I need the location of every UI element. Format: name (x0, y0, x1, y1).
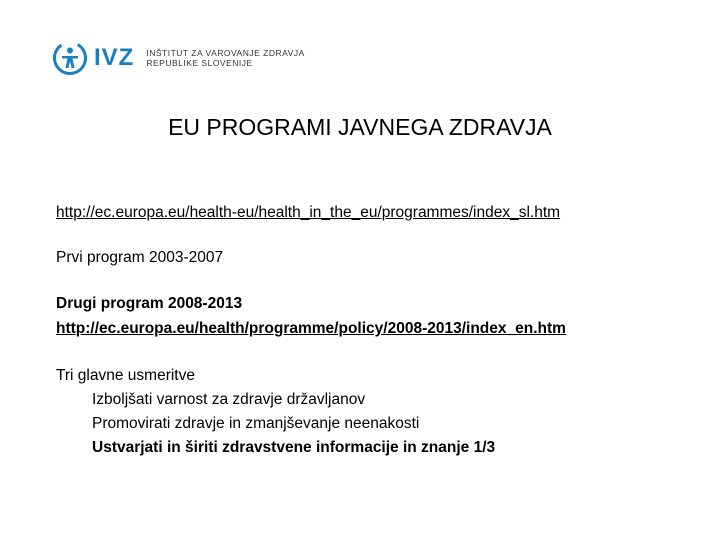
second-program-text: Drugi program 2008-2013 (56, 295, 243, 312)
direction-item-3: Ustvarjati in širiti zdravstvene informacije in znanje 1/3 (92, 439, 496, 456)
ivz-logo (52, 40, 305, 76)
logo-subtitle-line2: REPUBLIKE SLOVENIJE (146, 58, 253, 68)
slide-title: EU PROGRAMI JAVNEGA ZDRAVJA (168, 114, 552, 140)
directions-heading: Tri glavne usmeritve (56, 367, 195, 384)
logo-subtitle-line1: INŠTITUT ZA VAROVANJE ZDRAVJA (146, 48, 305, 58)
logo-subtitle (146, 48, 304, 68)
direction-item-2: Promovirati zdravje in zmanjševanje neenakosti (92, 415, 420, 432)
ivz-person-icon (52, 40, 88, 76)
first-program-text: Prvi program 2003-2007 (56, 249, 224, 266)
direction-item-1: Izboljšati varnost za zdravje državljanov (92, 391, 366, 408)
programme-policy-link[interactable]: http://ec.europa.eu/health/programme/policy/2008-2013/index_en.htm (56, 320, 566, 337)
health-eu-programmes-link[interactable]: http://ec.europa.eu/health-eu/health_in_the_eu/programmes/index_sl.htm (56, 204, 561, 221)
logo-wordmark: IVZ (94, 44, 135, 71)
